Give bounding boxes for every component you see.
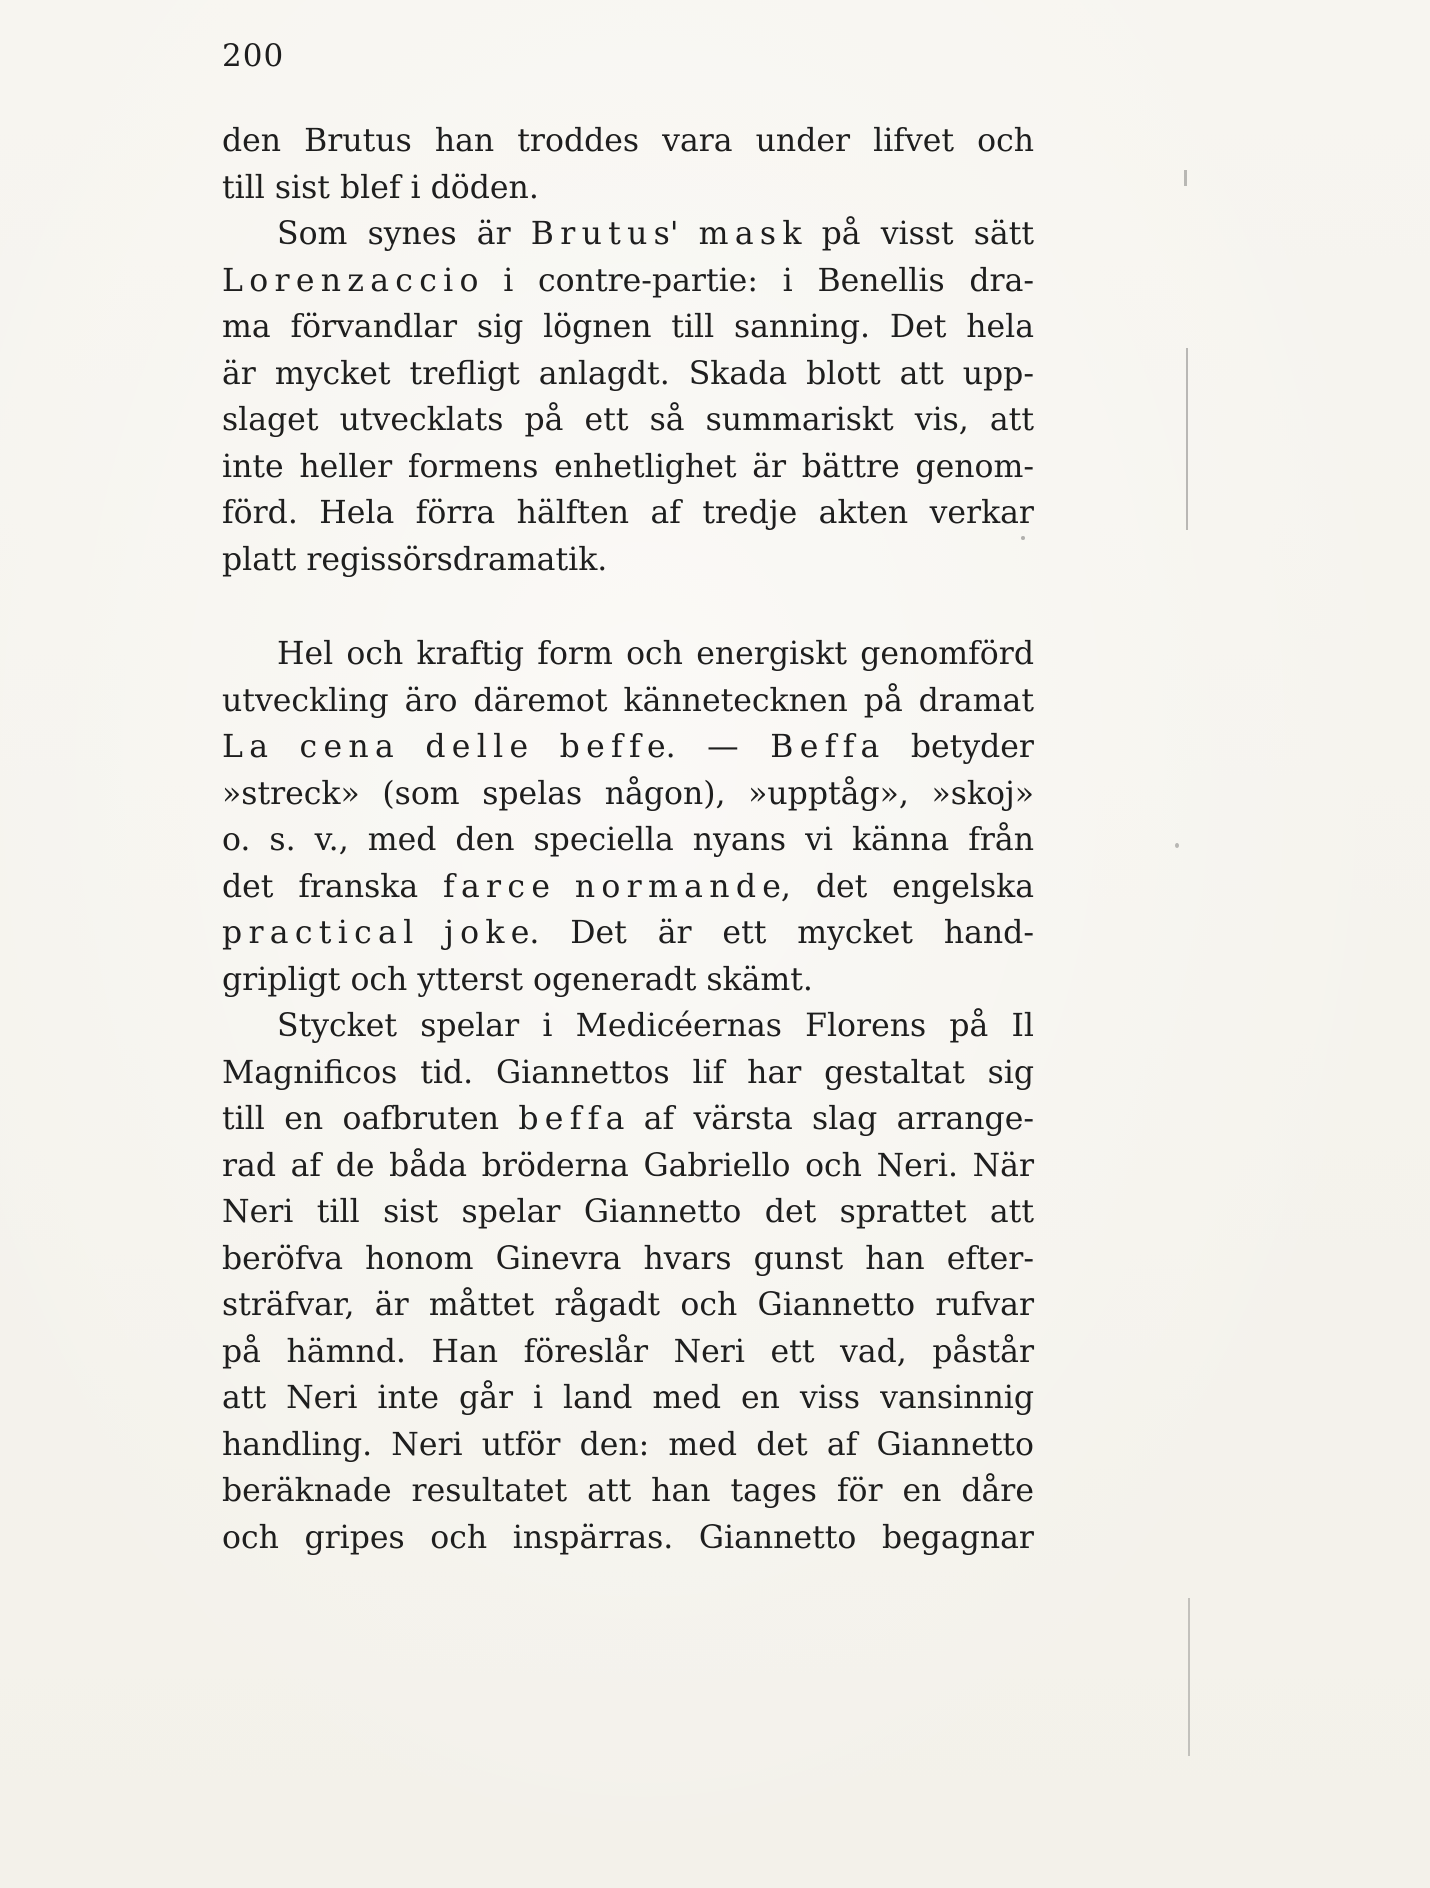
paragraph — [222, 118, 1034, 211]
scan-artifact — [1175, 843, 1179, 848]
text-block — [222, 118, 1034, 1561]
scan-artifact — [1188, 1598, 1190, 1756]
text-line: och gripes och inspärras. Giannetto begagnar — [222, 1519, 1034, 1556]
text-line: till en oafbruten b e f f a af värsta slag arrange- — [222, 1101, 1034, 1137]
text-line: beröfva honom Ginevra hvars gunst han efter- — [222, 1240, 1034, 1277]
text-line: sträfvar, är måttet rågadt och Giannetto rufvar — [222, 1287, 1034, 1323]
text-line: utveckling äro däremot kännetecknen på dramat — [222, 682, 1034, 719]
scan-artifact — [1021, 536, 1025, 540]
text-line: »streck» (som spelas någon), »upptåg», »skoj» — [222, 775, 1034, 812]
text-line: handling. Neri utför den: med det af Giannetto — [222, 1426, 1034, 1463]
text-line: Stycket spelar i Medicéernas Florens på Il — [277, 1008, 1034, 1044]
scan-artifact — [1186, 348, 1188, 530]
paragraph — [222, 211, 1034, 583]
text-line: o. s. v., med den speciella nyans vi känna från — [222, 822, 1034, 858]
text-line: platt regissörsdramatik. — [222, 541, 608, 578]
page-number: 200 — [222, 38, 285, 74]
text-line: till sist blef i döden. — [222, 169, 539, 206]
text-line: L o r e n z a c c i o i contre-partie: i Benellis dra- — [222, 262, 1034, 299]
text-line: Hel och kraftig form och energiskt genomförd — [277, 636, 1034, 672]
text-line: att Neri inte går i land med en viss vansinnig — [222, 1380, 1034, 1416]
text-line: förd. Hela förra hälften af tredje akten verkar — [222, 495, 1034, 531]
text-line: inte heller formens enhetlighet är bättre genom- — [222, 448, 1034, 485]
text-line: beräknade resultatet att han tages för en dåre — [222, 1473, 1034, 1509]
scan-artifact — [1184, 170, 1187, 186]
text-line: L a c e n a d e l l e b e f f e. — B e f f a betyder — [222, 729, 1034, 765]
paragraph — [222, 631, 1034, 1003]
text-line: rad af de båda bröderna Gabriello och Neri. När — [222, 1147, 1034, 1184]
text-line: Som synes är B r u t u s' m a s k på visst sätt — [277, 216, 1034, 252]
text-line: ma förvandlar sig lögnen till sanning. Det hela — [222, 309, 1034, 345]
text-line: Neri till sist spelar Giannetto det sprattet att — [222, 1194, 1034, 1230]
text-line: p r a c t i c a l j o k e. Det är ett mycket hand- — [222, 915, 1034, 951]
text-line: slaget utvecklats på ett så summariskt vis, att — [222, 402, 1034, 438]
text-line: gripligt och ytterst ogeneradt skämt. — [222, 961, 813, 998]
paragraph — [222, 1003, 1034, 1561]
text-line: det franska f a r c e n o r m a n d e, det engelska — [222, 868, 1034, 905]
text-line: på hämnd. Han föreslår Neri ett vad, påstår — [222, 1333, 1034, 1370]
text-line: Magnificos tid. Giannettos lif har gestaltat sig — [222, 1054, 1034, 1091]
text-line: den Brutus han troddes vara under lifvet och — [222, 123, 1034, 159]
text-line: är mycket trefligt anlagdt. Skada blott att upp- — [222, 355, 1034, 392]
